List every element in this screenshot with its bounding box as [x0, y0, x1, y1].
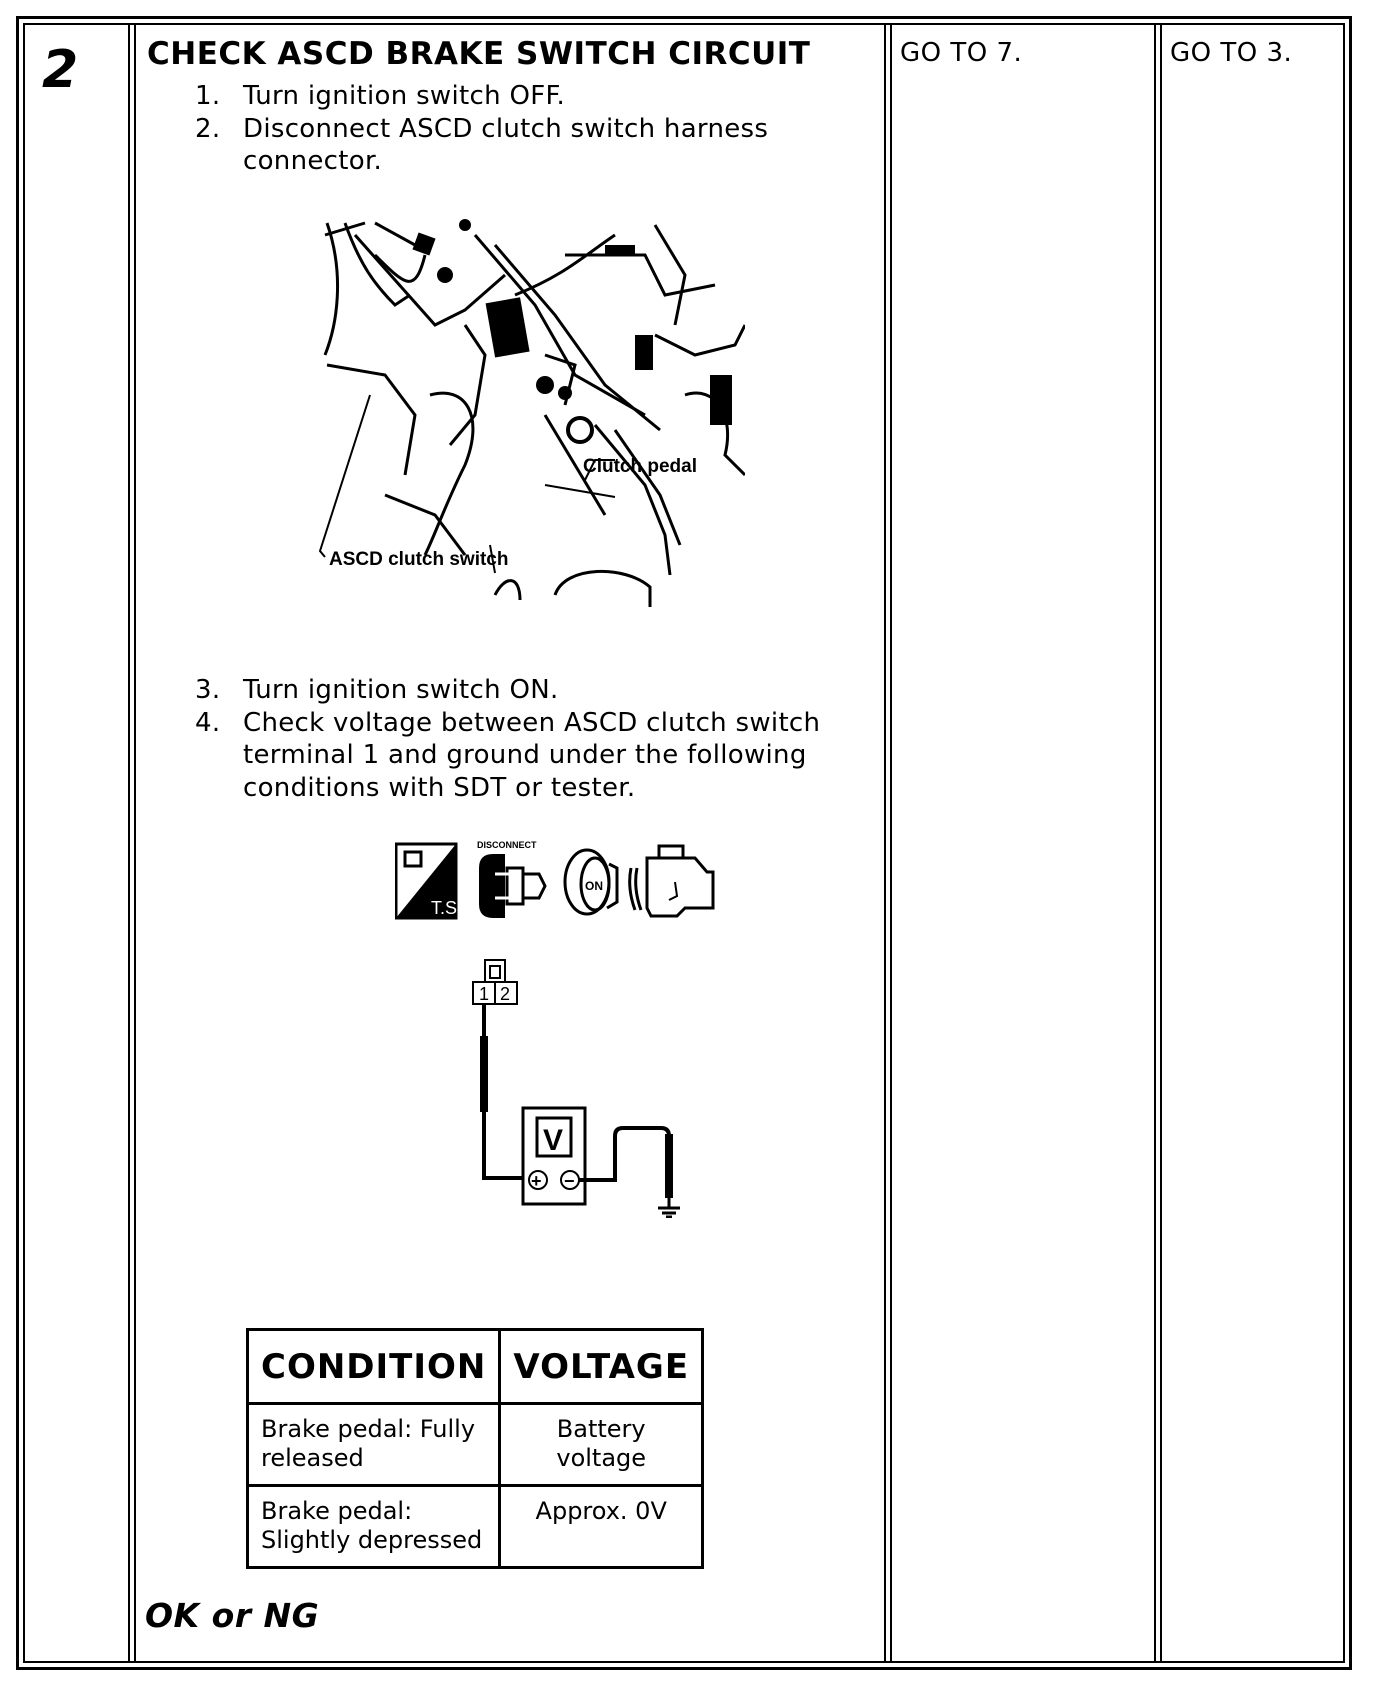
voltage-cell: Battery voltage: [500, 1404, 703, 1486]
clutch-switch-illustration: [315, 215, 745, 615]
disconnect-label: DISCONNECT: [477, 840, 537, 850]
clutch-switch-label: ASCD clutch switch: [329, 549, 509, 570]
probe-negative: [665, 1134, 673, 1198]
ts-label: T.S.: [431, 898, 463, 918]
instruction-number: 1.: [195, 81, 221, 111]
column-divider: [884, 23, 886, 1663]
instruction-number: 3.: [195, 675, 221, 705]
probe-positive: [480, 1036, 488, 1112]
instruction-list: [195, 80, 815, 178]
step-number: 2: [42, 40, 79, 100]
instruction-text: Check voltage between ASCD clutch switch terminal 1 and ground under the following conditions with SDT or tester.: [243, 707, 821, 803]
condition-cell: Brake pedal: Slightly depressed: [248, 1486, 500, 1568]
step-title: CHECK ASCD BRAKE SWITCH CIRCUIT: [147, 36, 811, 72]
ng-action: GO TO 3.: [1170, 38, 1293, 68]
terminal-2-label: 2: [500, 984, 511, 1004]
clutch-pedal-label: Clutch pedal: [583, 456, 698, 477]
instruction-item: [195, 674, 835, 707]
instruction-number: 2.: [195, 113, 221, 144]
instruction-list: [195, 674, 835, 804]
column-divider: [890, 23, 892, 1663]
table-row: [248, 1486, 703, 1568]
voltmeter-diagram: [465, 958, 705, 1218]
voltage-cell: Approx. 0V: [500, 1486, 703, 1568]
minus-symbol: −: [564, 1171, 575, 1191]
plus-symbol: +: [531, 1171, 542, 1191]
ok-action: GO TO 7.: [900, 38, 1023, 68]
condition-cell: Brake pedal: Fully released: [248, 1404, 500, 1486]
disconnect-connector-icon: [477, 840, 545, 918]
instruction-text: Turn ignition switch OFF.: [243, 81, 566, 111]
instruction-number: 4.: [195, 707, 221, 738]
instruction-item: [195, 80, 815, 113]
column-divider: [134, 23, 136, 1663]
engine-icon: [630, 846, 713, 916]
table-row: [248, 1404, 703, 1486]
voltmeter: [523, 1108, 585, 1204]
procedure-icons: [395, 838, 735, 922]
column-divider: [128, 23, 130, 1663]
meter-label: V: [543, 1124, 564, 1157]
ground-icon: [658, 1198, 680, 1217]
instruction-text: Disconnect ASCD clutch switch harness connector.: [243, 113, 769, 176]
instruction-item: [195, 113, 815, 178]
terminal-1-label: 1: [479, 984, 490, 1004]
column-divider: [1154, 23, 1156, 1663]
condition-table: [246, 1328, 704, 1569]
result-prompt: OK or NG: [145, 1596, 320, 1635]
table-header-voltage: VOLTAGE: [500, 1330, 703, 1404]
tester-icon: [396, 844, 462, 918]
on-label: ON: [585, 879, 603, 893]
ignition-on-icon: [565, 850, 617, 914]
table-header-row: [248, 1330, 703, 1404]
column-divider: [1160, 23, 1162, 1663]
instruction-text: Turn ignition switch ON.: [243, 675, 559, 705]
table-header-condition: CONDITION: [248, 1330, 500, 1404]
instruction-item: [195, 707, 835, 805]
